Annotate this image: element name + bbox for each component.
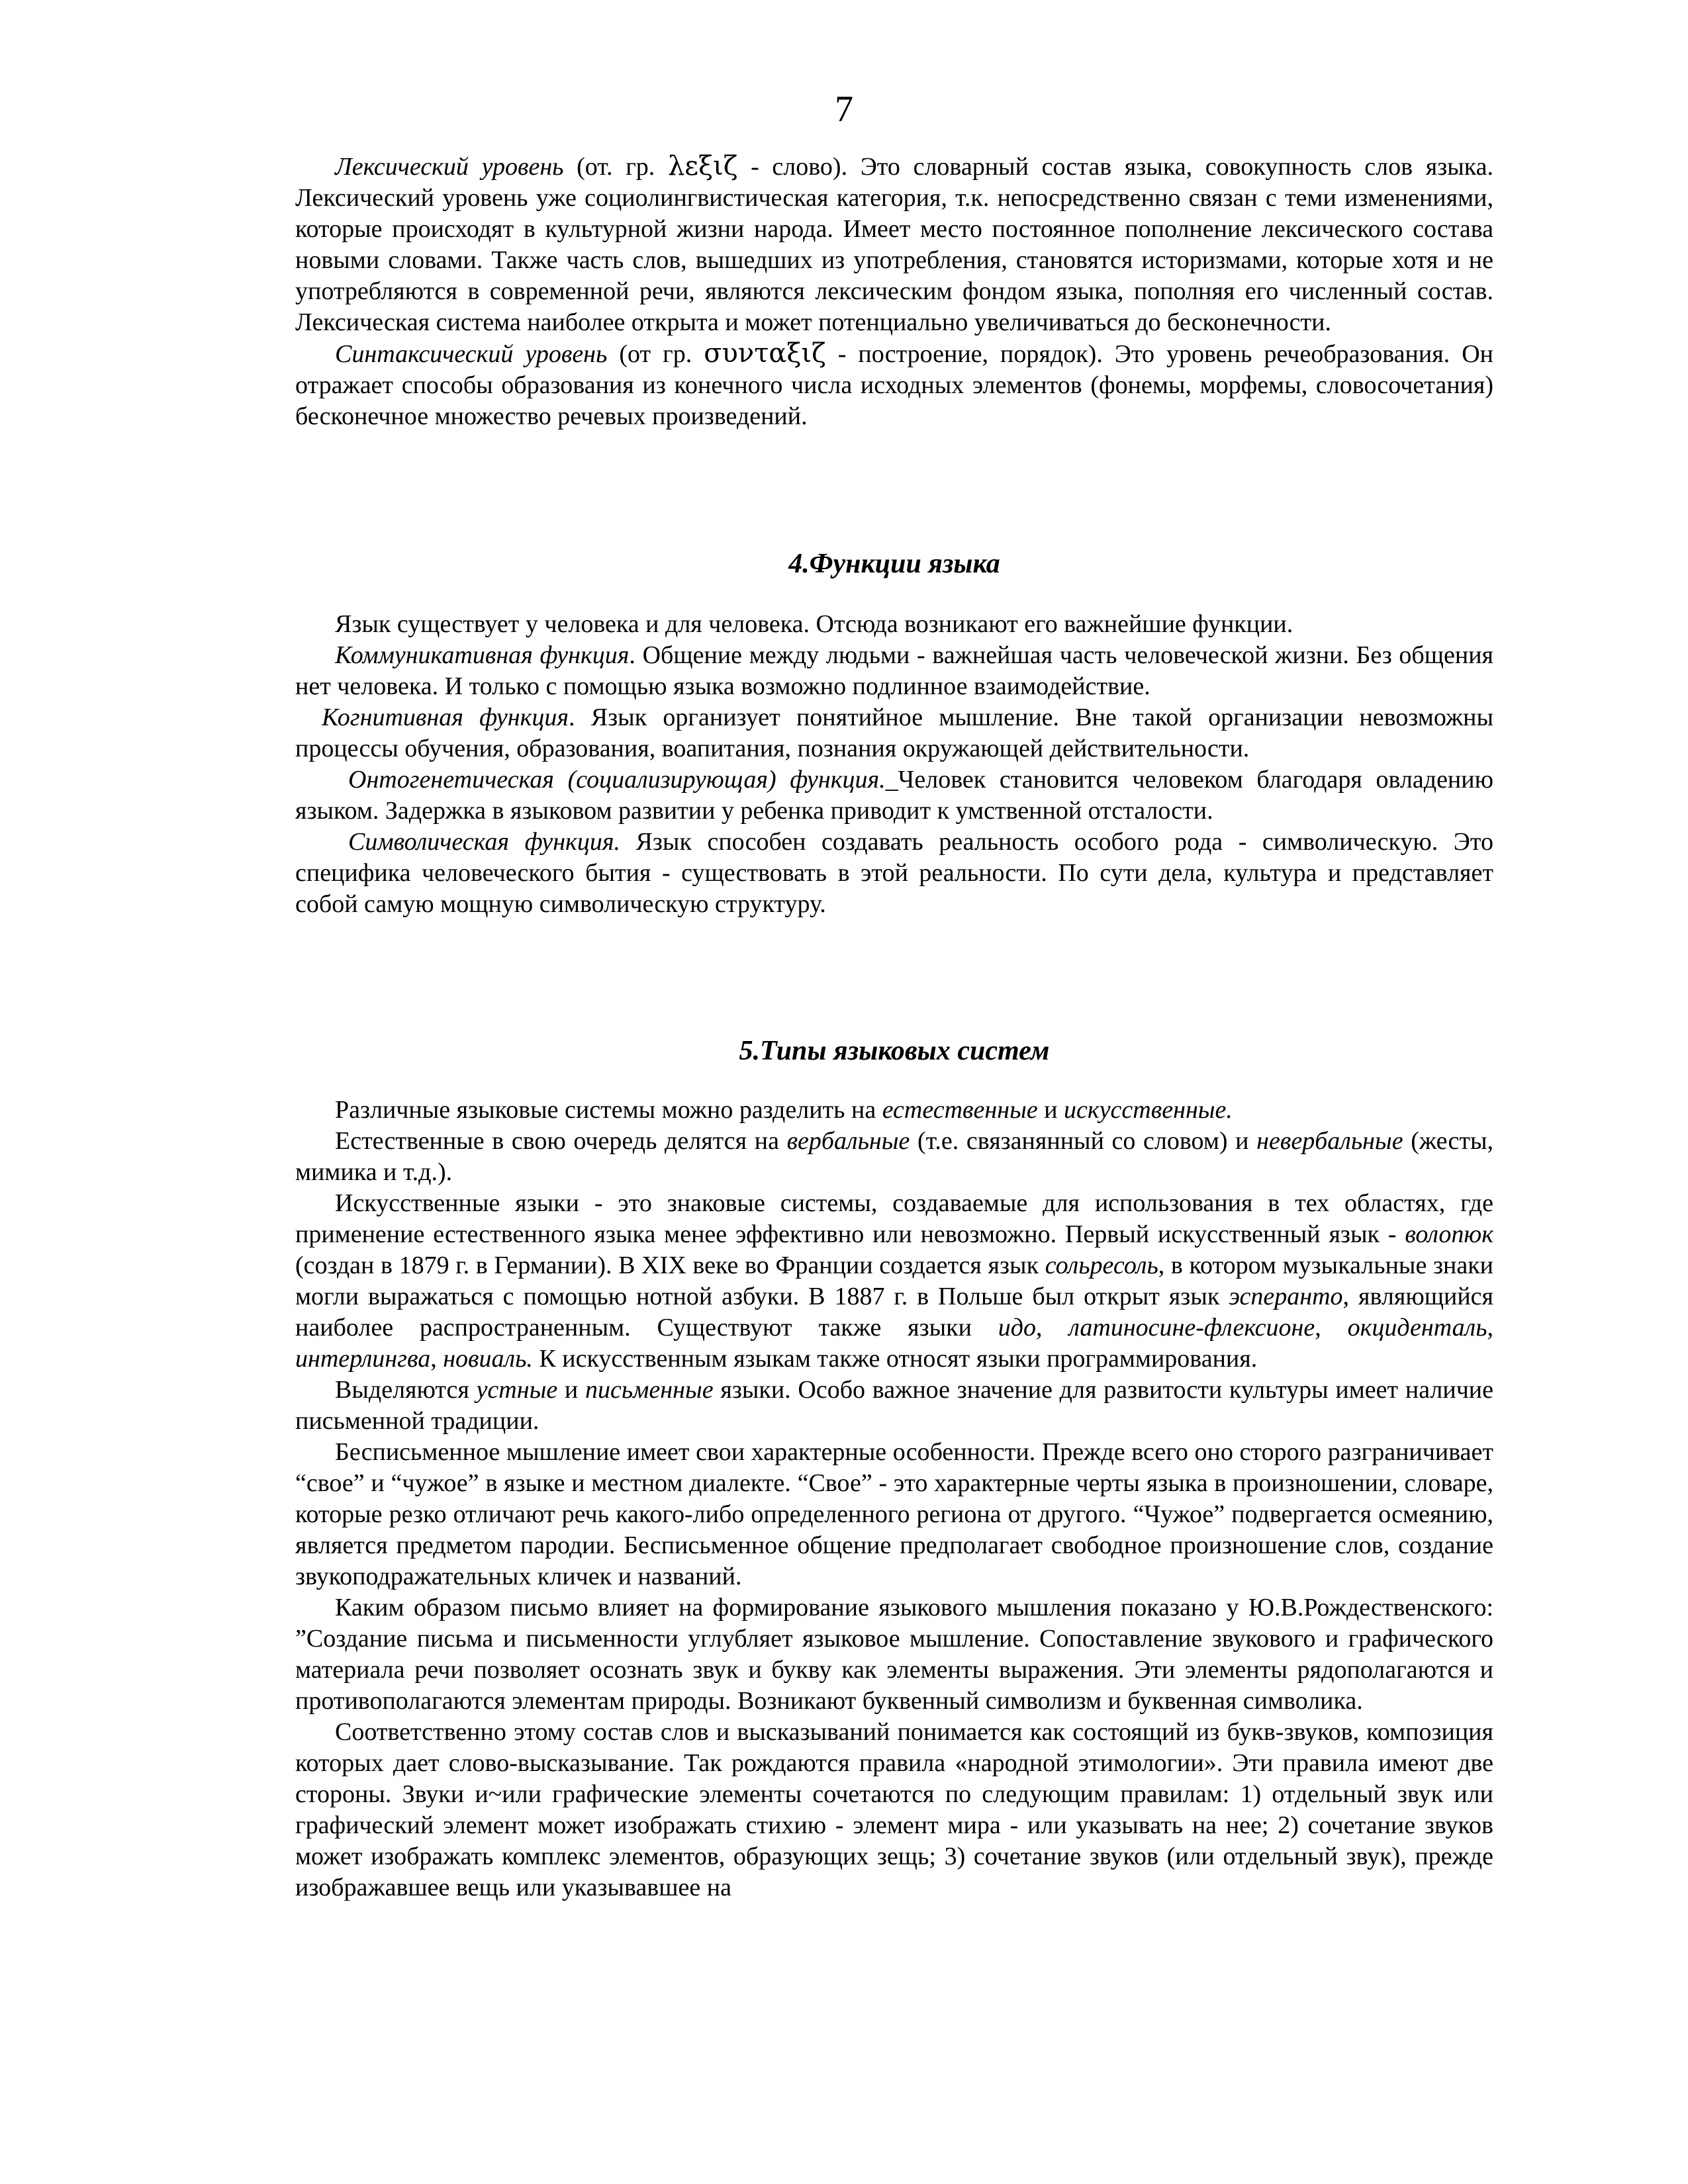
term-artificial: искусственные. (1064, 1096, 1233, 1124)
paragraph-oral-written (295, 1375, 1493, 1437)
paragraph-artificial-languages (295, 1188, 1493, 1375)
text-span: , в котором музыкальные знаки могли выражаться с помощью нотной азбуки. В 1887 г. в Польше был открыт язык (295, 1251, 1493, 1310)
term-volapuk: волопюк (1405, 1220, 1493, 1248)
text-span: Различные языковые системы можно разделить на (335, 1096, 882, 1124)
paragraph-functions-intro: Язык существует у человека и для человека. Отсюда возникают его важнейшие функции. (335, 610, 1293, 638)
term-nonverbal: невербальные (1256, 1127, 1403, 1155)
text-span: и (1037, 1096, 1064, 1124)
greek-word-lexis: λεξιζ (667, 151, 738, 181)
paragraph-ontogenetic-function (295, 764, 1493, 827)
text-span: , (430, 1345, 444, 1373)
text-span: - построение, порядок). Это уровень речеобразования. Он отражает способы образования из конечного числа исходных элементов (фонемы, морфемы, словосочетания) бесконечное множество речевых произведений. (295, 340, 1493, 430)
section-heading-language-functions: 4.Функции языка (788, 549, 1000, 579)
text-span: (создан в 1879 г. в Германии). В XIX веке во Франции создается язык (295, 1251, 1045, 1279)
text-span: (от гр. (607, 340, 704, 368)
paragraph-folk-etymology: Соответственно этому состав слов и высказываний понимается как состоящий из букв-звуков, композиция которых дает слово-высказывание. Так рождаются правила «народной этимологии». Эти правила имеют две стороны. Звуки и~или графические элементы сочетаются по следующим правилам: 1) отдельный звук или графический элемент может изображать стихию - элемент мира - или указывать на нее; 2) сочетание звуков может изображать комплекс элементов, образующих зещь; 3) сочетание звуков (или отдельный звук), прежде изображавшее вещь или указывавшее на (295, 1718, 1493, 1901)
paragraph-natural-languages (295, 1126, 1493, 1188)
functions-section (295, 609, 1493, 920)
greek-word-syntaxis: συνταξιζ (704, 338, 826, 369)
paragraph-system-division (295, 1095, 1493, 1126)
text-span: Естественные в свою очередь делятся на (335, 1127, 787, 1155)
term-syntactic-level: Синтаксический уровень (335, 340, 608, 368)
text-span: , (1487, 1314, 1494, 1342)
text-span: языки. Особо важное значение для развитости культуры имеет наличие письменной традиции. (295, 1376, 1494, 1435)
term-solresol: сольресоль (1045, 1251, 1158, 1279)
text-span: . Общение между людьми - важнейшая часть человеческой жизни. Без общения нет человека. И только с помощью языка возможно подлинное взаимодействие. (295, 641, 1494, 700)
term-esperanto: эсперанто (1229, 1283, 1343, 1310)
text-span: (т.е. связанянный со словом) и (910, 1127, 1257, 1155)
text-span: Язык способен создавать реальность особого рода - символическую. Это специфика человеческого бытия - существовать в этой реальности. По сути дела, культура и представляет собой самую мощную символическую структуру. (295, 828, 1493, 918)
term-oral: устные (476, 1376, 558, 1404)
paragraph-unwritten-thinking: Бесписьменное мышление имеет свои характерные особенности. Прежде всего оно сторого разграничивает “свое” и “чужое” в языке и местном диалекте. “Свое” - это характерные черты языка в произношении, словаре, которые резко отличают речь какого-либо определенного региона от другого. “Чужое” подвергается осмеянию, является предметом пародии. Бесписьменное общение предполагает свободное произношение слов, создание звукоподражательных кличек и названий. (295, 1438, 1493, 1590)
paragraph-writing-influence: Каким образом письмо влияет на формирование языкового мышления показано у Ю.В.Рождественского: ”Создание письма и письменности углубляет языковое мышление. Сопоставление звукового и графического материала речи позволяет осознать звук и букву как элементы выражения. Эти элементы рядополагаются и противополагаются элементам природы. Возникают буквенный символизм и буквенная символика. (295, 1594, 1493, 1715)
term-ido: идо (998, 1314, 1037, 1342)
term-interlingua: интерлингва (295, 1345, 431, 1373)
text-span: , (1315, 1314, 1348, 1342)
text-span: - слово). Это словарный состав языка, совокупность слов языка. Лексический уровень уже социолингвистическая категория, т.к. непосредственно связан с теми изменениями, которые происходят в культурной жизни народа. Имеет место постоянное пополнение лексического состава новыми словами. Также часть слов, вышедших из употребления, становятся историзмами, которые хотя и не употребляются в современной речи, являются лексическим фондом языка, пополняя его численный состав. Лексическая система наиболее открыта и может потенциально увеличиваться до бесконечности. (295, 153, 1493, 336)
levels-section (295, 151, 1493, 432)
term-communicative-function: Коммуникативная функция (335, 641, 630, 669)
paragraph-communicative-function (295, 640, 1493, 702)
term-latino-sine-flexione: латиносине-флексионе (1068, 1314, 1315, 1342)
paragraph-symbolic-function (295, 827, 1493, 920)
section-heading-language-system-types: 5.Типы языковых систем (739, 1036, 1050, 1066)
system-types-section (295, 1095, 1493, 1903)
text-span: . Язык организует понятийное мышление. Вне такой организации невозможны процессы обучения, образования, воапитания, познания окружающей действительности. (295, 704, 1493, 762)
text-span: К искусственным языкам также относят языки программирования. (532, 1345, 1258, 1373)
text-span: (жесты, мимика и т.д.). (295, 1127, 1493, 1186)
term-occidental: окциденталь (1347, 1314, 1487, 1342)
text-span: и (557, 1376, 586, 1404)
paragraph-cognitive-function (295, 702, 1493, 764)
paragraph-lexical-level (295, 151, 1493, 338)
term-natural: естественные (882, 1096, 1038, 1124)
term-ontogenetic-function: Онтогенетическая (социализирующая) функция. (348, 766, 886, 794)
term-novial: новиаль. (443, 1345, 533, 1373)
page-number: 7 (835, 89, 853, 130)
text-span: , (1036, 1314, 1069, 1342)
paragraph-syntactic-level (295, 338, 1493, 432)
term-symbolic-function: Символическая функция. (348, 828, 620, 856)
term-cognitive-function: Когнитивная функция (322, 704, 569, 731)
text-span: _Человек становится человеком благодаря овладению языком. Задержка в языковом развитии у ребенка приводит к умственной отсталости. (295, 766, 1493, 825)
term-written: письменные (585, 1376, 714, 1404)
text-span: Искусственные языки - это знаковые системы, создаваемые для использования в тех областях, где применение естественного языка менее эффективно или невозможно. Первый искусственный язык - (295, 1189, 1493, 1248)
text-span: Выделяются (335, 1376, 477, 1404)
term-verbal: вербальные (786, 1127, 910, 1155)
text-span: , являющийся наиболее распространенным. Существуют также языки (295, 1283, 1493, 1342)
term-lexical-level: Лексический уровень (335, 153, 564, 181)
text-span: (от. гр. (563, 153, 668, 181)
